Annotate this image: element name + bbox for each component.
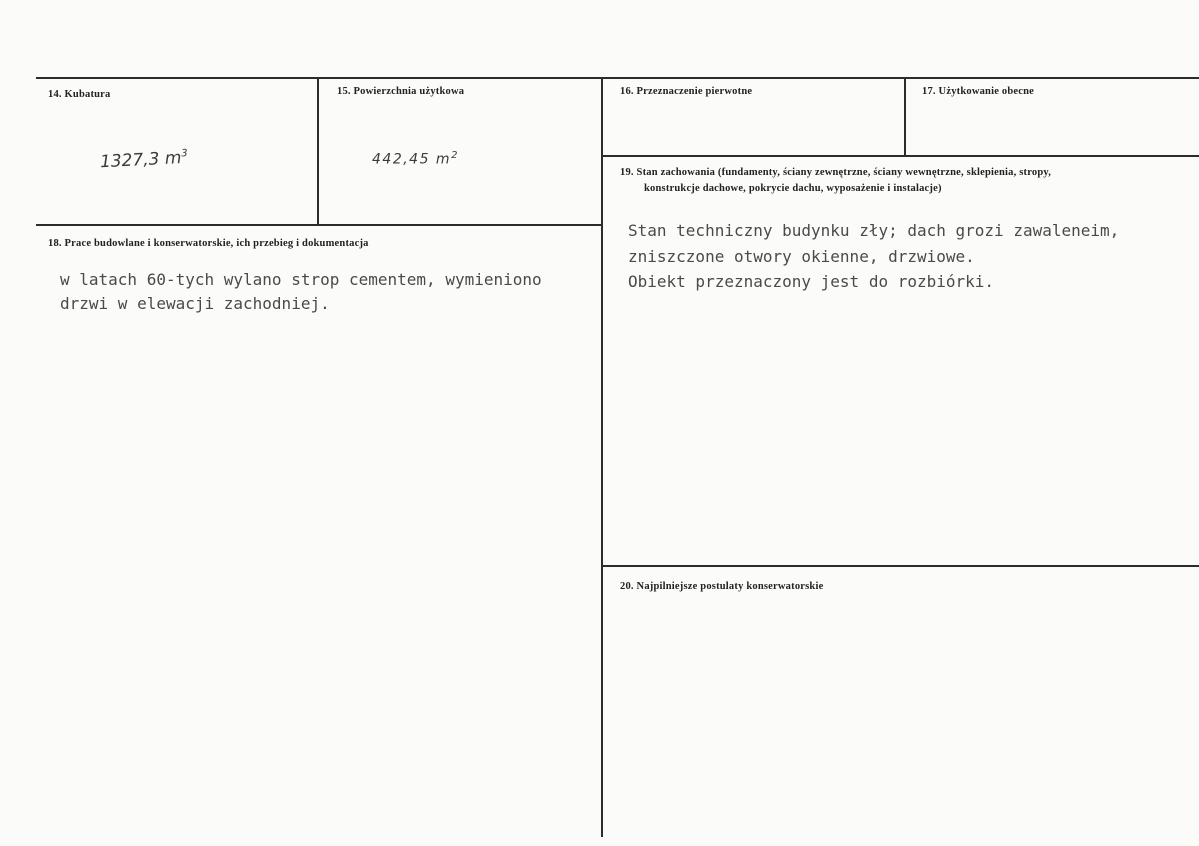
row1-divider-left [36,224,602,226]
row1-divider-right [602,155,1199,157]
field-18-text-line-2: drzwi w elewacji zachodniej. [60,294,330,313]
field-15-label: 15. Powierzchnia użytkowa [337,86,465,97]
field-18-text-line-1: w latach 60-tych wylano strop cementem, wymieniono [60,270,542,289]
field-14-unit-exponent: 3 [180,148,188,160]
field-19-label-line-1: 19. Stan zachowania (fundamenty, ściany zewnętrzne, ściany wewnętrzne, sklepienia, stropy, [620,167,1052,178]
field-15-value-text: 442,45 m [372,151,452,168]
top-border [36,77,1199,79]
field-16-label: 16. Przeznaczenie pierwotne [620,86,753,97]
field-15-value [372,150,459,168]
section20-divider [602,565,1199,567]
field-19-label-line-2: konstrukcje dachowe, pokrycie dachu, wyposażenie i instalacje) [644,183,942,194]
field-14-value-text: 1327,3 m [99,148,182,173]
divider-16-17 [904,77,906,156]
field-18-label: 18. Prace budowlane i konserwatorskie, ich przebieg i dokumentacja [48,238,369,249]
field-14-value [100,148,189,173]
field-14-label: 14. Kubatura [48,89,111,100]
divider-14-15 [317,77,319,225]
field-15-unit-exponent: 2 [451,150,459,161]
field-19-text-line-1: Stan techniczny budynku zły; dach grozi zawaleneim, [628,221,1120,240]
field-19-text-line-2: zniszczone otwory okienne, drzwiowe. [628,247,975,266]
field-20-label: 20. Najpilniejsze postulaty konserwatorskie [620,581,824,592]
field-19-text-line-3: Obiekt przeznaczony jest do rozbiórki. [628,272,995,291]
field-17-label: 17. Użytkowanie obecne [922,86,1035,97]
main-vertical-divider [601,77,603,837]
